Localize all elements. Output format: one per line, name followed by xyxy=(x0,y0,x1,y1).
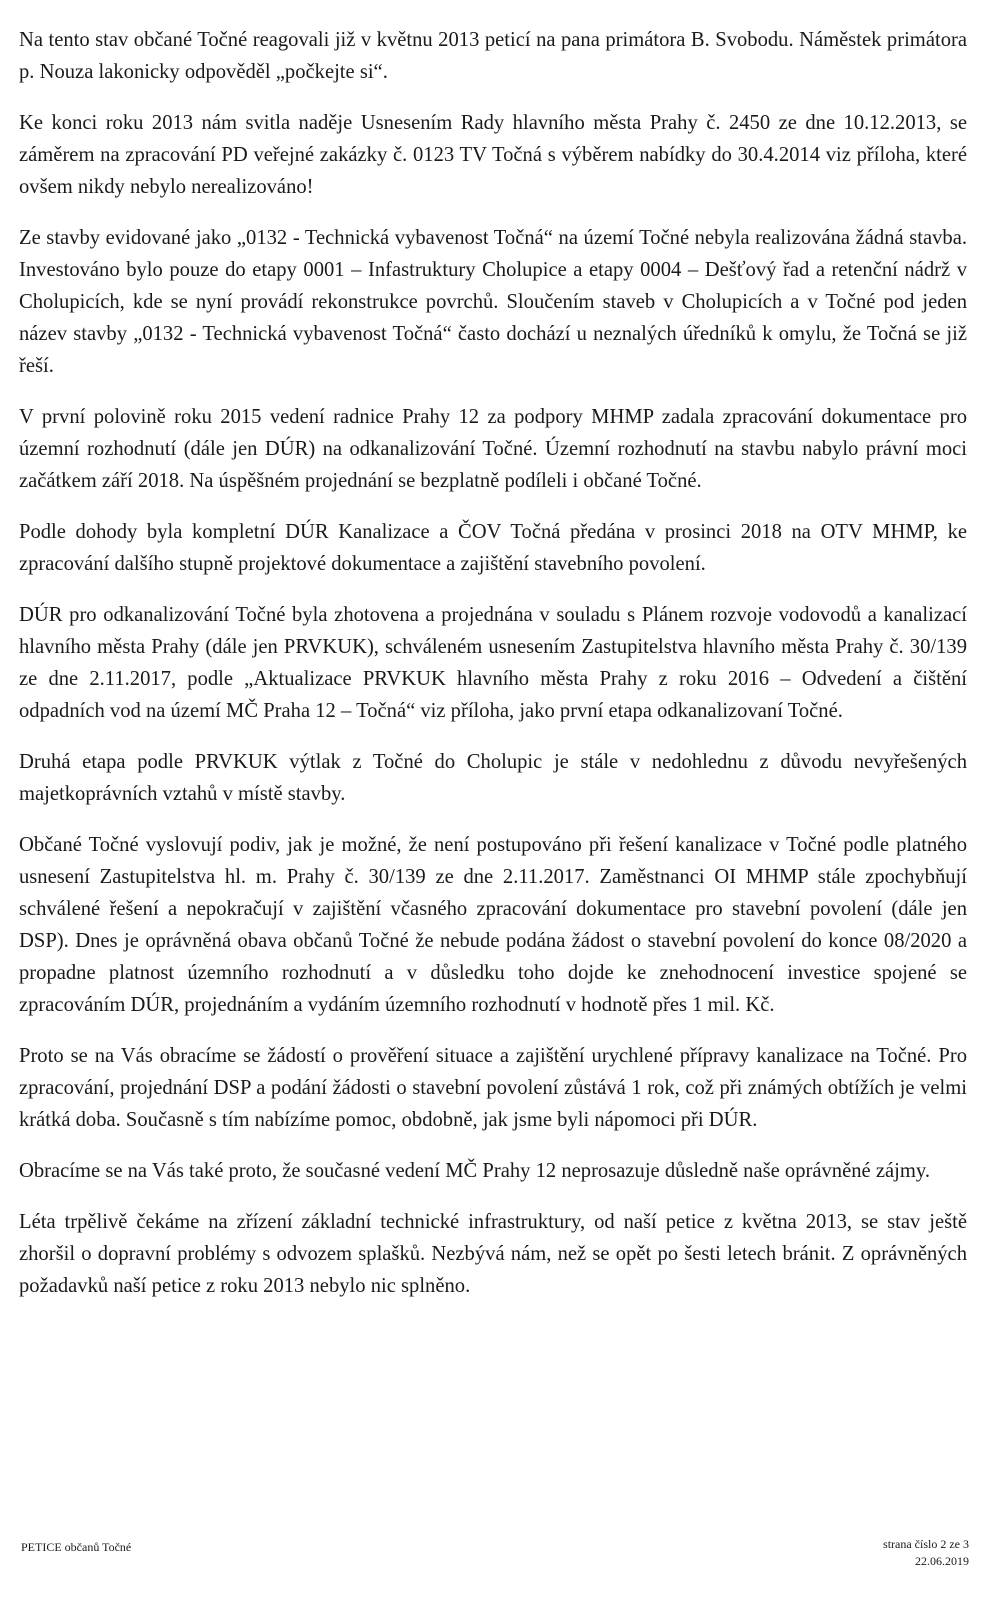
footer-document-title: PETICE občanů Točné xyxy=(21,1540,132,1554)
paragraph-4: V první polovině roku 2015 vedení radnice Prahy 12 za podpory MHMP zadala zpracování dokumentace pro územní rozhodnutí (dále jen DÚR) na odkanalizování Točné. Územní rozhodnutí na stavbu nabylo právní moci začátkem září 2018. Na úspěšném projednání se bezplatně podíleli i občané Točné. xyxy=(19,406,967,492)
footer-date: 22.06.2019 xyxy=(915,1554,969,1568)
paragraph-5: Podle dohody byla kompletní DÚR Kanalizace a ČOV Točná předána v prosinci 2018 na OTV MHMP, ke zpracování dalšího stupně projektové dokumentace a zajištění stavebního povolení. xyxy=(19,521,967,575)
paragraph-10: Obracíme se na Vás také proto, že současné vedení MČ Prahy 12 neprosazuje důsledně naše oprávněné zájmy. xyxy=(19,1160,930,1182)
paragraph-11: Léta trpělivě čekáme na zřízení základní technické infrastruktury, od naší petice z května 2013, se stav ještě zhoršil o dopravní problémy s odvozem splašků. Nezbývá nám, než se opět po šesti letech bránit. Z oprávněných požadavků naší petice z roku 2013 nebylo nic splněno. xyxy=(19,1211,967,1297)
paragraph-1: Na tento stav občané Točné reagovali již v květnu 2013 peticí na pana primátora B. Svobodu. Náměstek primátora p. Nouza lakonicky odpověděl „počkejte si“. xyxy=(19,29,967,83)
paragraph-2: Ke konci roku 2013 nám svitla naděje Usnesením Rady hlavního města Prahy č. 2450 ze dne 10.12.2013, se záměrem na zpracování PD veřejné zakázky č. 0123 TV Točná s výběrem nabídky do 30.4.2014 viz příloha, které ovšem nikdy nebylo nerealizováno! xyxy=(19,112,967,198)
footer-page-number: strana číslo 2 ze 3 xyxy=(883,1537,969,1551)
footer-page-info xyxy=(883,1536,969,1570)
paragraph-8: Občané Točné vyslovují podiv, jak je možné, že není postupováno při řešení kanalizace v Točné podle platného usnesení Zastupitelstva hl. m. Prahy č. 30/139 ze dne 2.11.2017. Zaměstnanci OI MHMP stále zpochybňují schválené řešení a nepokračují v zajištění včasného zpracování dokumentace pro stavební povolení (dále jen DSP). Dnes je oprávněná obava občanů Točné že nebude podána žádost o stavební povolení do konce 08/2020 a propadne platnost územního rozhodnutí a v důsledku toho dojde ke znehodnocení investice spojené se zpracováním DÚR, projednáním a vydáním územního rozhodnutí v hodnotě přes 1 mil. Kč. xyxy=(19,834,967,1016)
paragraph-6: DÚR pro odkanalizování Točné byla zhotovena a projednána v souladu s Plánem rozvoje vodovodů a kanalizací hlavního města Prahy (dále jen PRVKUK), schváleném usnesením Zastupitelstva hlavního města Prahy č. 30/139 ze dne 2.11.2017, podle „Aktualizace PRVKUK hlavního města Prahy z roku 2016 – Odvedení a čištění odpadních vod na území MČ Praha 12 – Točná“ viz příloha, jako první etapa odkanalizovaní Točné. xyxy=(19,604,967,722)
paragraph-9: Proto se na Vás obracíme se žádostí o prověření situace a zajištění urychlené přípravy kanalizace na Točné. Pro zpracování, projednání DSP a podání žádosti o stavební povolení zůstává 1 rok, což při známých obtížích je velmi krátká doba. Současně s tím nabízíme pomoc, obdobně, jak jsme byli nápomoci při DÚR. xyxy=(19,1045,967,1131)
paragraph-3: Ze stavby evidované jako „0132 - Technická vybavenost Točná“ na území Točné nebyla realizována žádná stavba. Investováno bylo pouze do etapy 0001 – Infastruktury Cholupice a etapy 0004 – Dešťový řad a retenční nádrž v Cholupicích, kde se nyní provádí rekonstrukce povrchů. Sloučením staveb v Cholupicích a v Točné pod jeden název stavby „0132 - Technická vybavenost Točná“ často dochází u neznalých úředníků k omylu, že Točná se již řeší. xyxy=(19,227,967,377)
document-body xyxy=(19,24,967,1321)
paragraph-7: Druhá etapa podle PRVKUK výtlak z Točné do Cholupic je stále v nedohlednu z důvodu nevyřešených majetkoprávních vztahů v místě stavby. xyxy=(19,751,967,805)
